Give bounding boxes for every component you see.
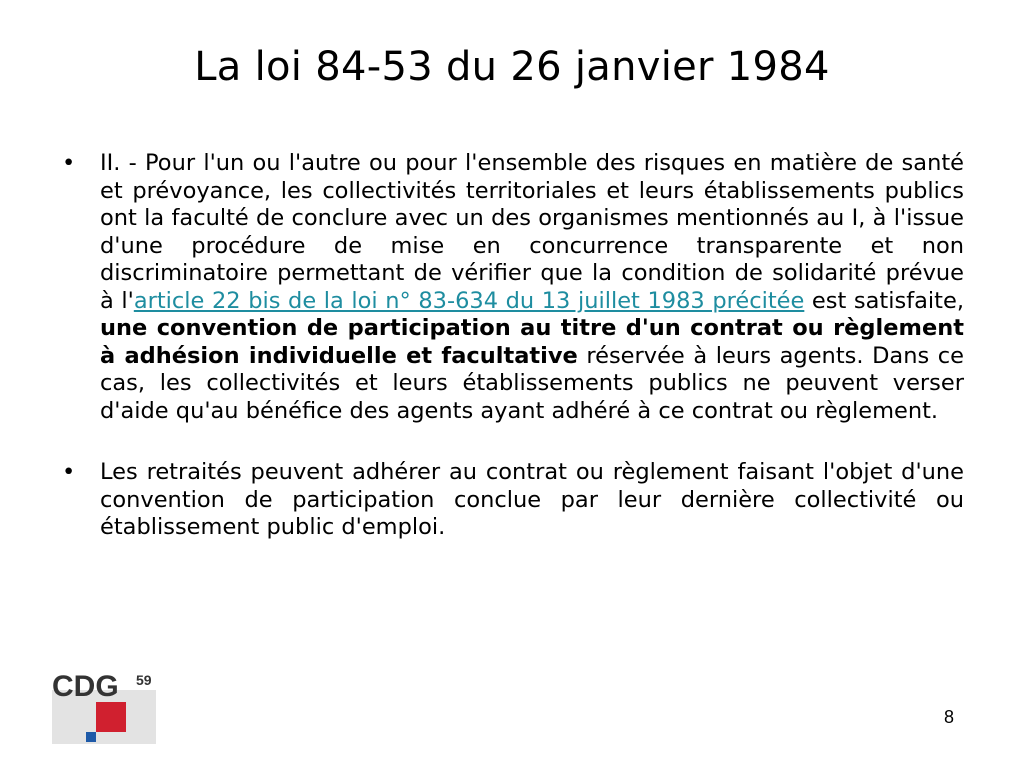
bold-text: une convention de participation au titre d'un contrat ou règlement à adhésion individuelle et facultative: [100, 315, 964, 369]
bullet-item-1: [62, 150, 964, 425]
slide-content: [62, 150, 964, 576]
bullet-text: réservée à leurs agents. Dans ce cas, les collectivités et leurs établissements publics ne peuvent verser d'aide qu'au bénéfice des agents ayant adhéré à ce contrat ou règlement.: [100, 342, 964, 424]
logo-text: CDG: [52, 672, 119, 703]
bullet-marker: •: [62, 150, 76, 176]
bullet-item-2: [62, 459, 964, 542]
logo-superscript: 59: [136, 672, 152, 688]
cdg59-logo: [52, 672, 160, 744]
logo-graphic: [52, 672, 160, 744]
page-number: 8: [944, 707, 955, 727]
bullet-text: est satisfaite,: [804, 287, 964, 314]
article-link[interactable]: article 22 bis de la loi n° 83-634 du 13 juillet 1983 précitée: [133, 287, 805, 314]
bullet-marker: •: [62, 459, 76, 485]
bullet-text: Les retraités peuvent adhérer au contrat ou règlement faisant l'objet d'une convention de participation conclue par leur dernière collectivité ou établissement public d'emploi.: [100, 459, 964, 540]
logo-red-square: [96, 702, 126, 732]
logo-blue-square: [86, 732, 96, 742]
slide-title: La loi 84-53 du 26 janvier 1984: [194, 44, 830, 90]
bullet-text: II. - Pour l'un ou l'autre ou pour l'ensemble des risques en matière de santé et prévoyance, les collectivités territoriales et leurs établissements publics ont la faculté de conclure avec un des organismes mentionnés au I, à l'issue d'une procédure de mise en concurrence transparente et non discriminatoire permettant de vérifier que la condition de solidarité prévue à l': [100, 150, 964, 314]
